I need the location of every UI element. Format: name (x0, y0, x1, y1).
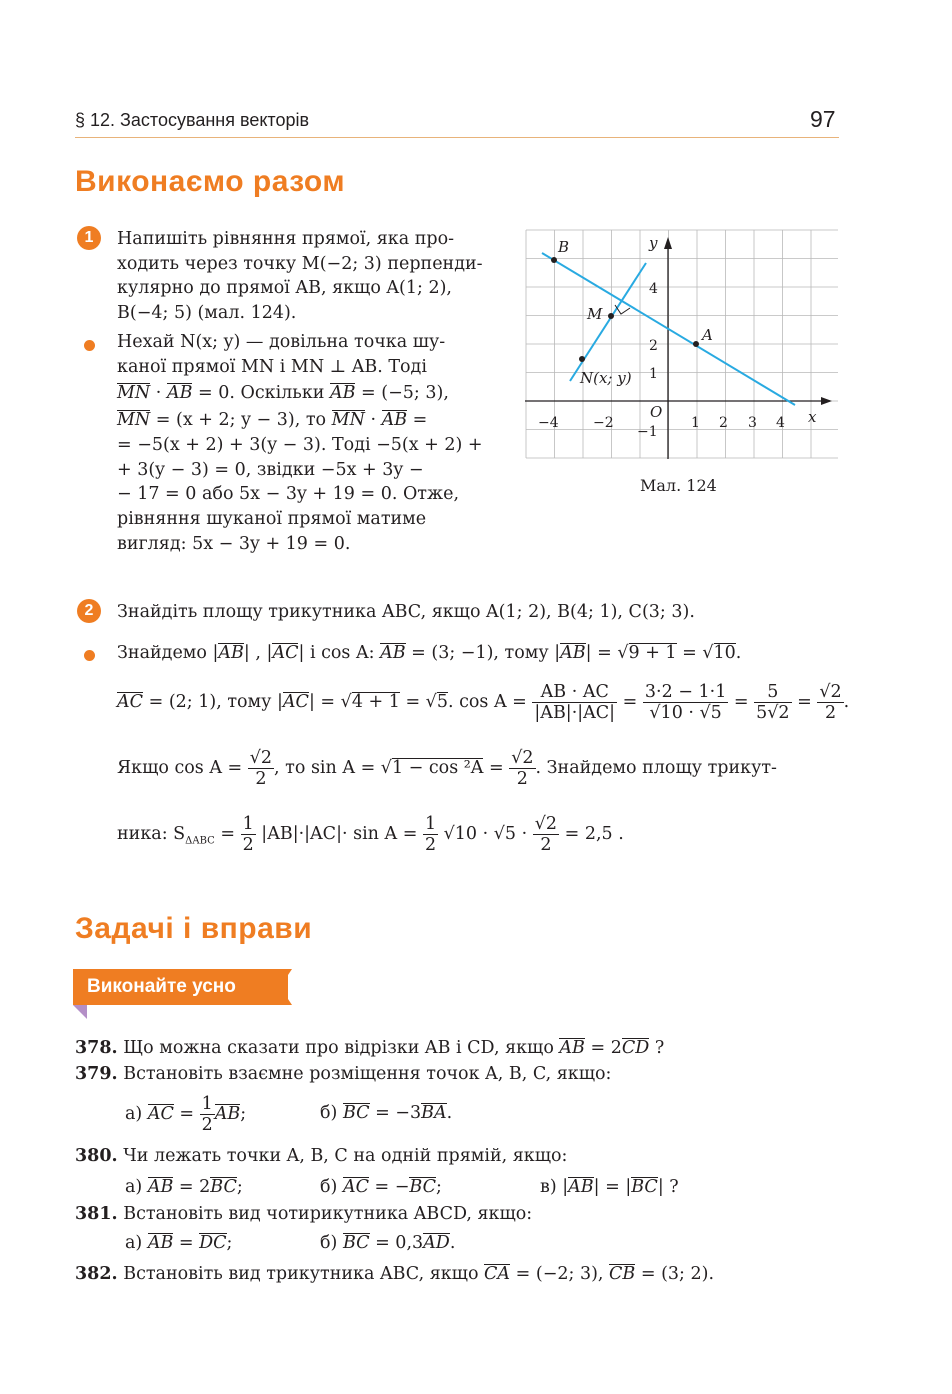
sol-line: каної прямої MN і MN ⊥ AB. Тоді (117, 356, 427, 377)
together-title: Виконаємо разом (75, 165, 346, 198)
sol-text: √10 · √5 · (438, 824, 533, 845)
vec-bc: BC (342, 1233, 370, 1253)
sol-text: Знайдемо (117, 643, 213, 663)
numerator: AB · AC (532, 682, 617, 703)
denominator: 5√2 (756, 703, 790, 724)
task-line: кулярно до прямої AB, якщо A(1; 2), (117, 278, 452, 299)
sol-text: = (483, 758, 510, 779)
exercise-text: ; (436, 1177, 442, 1197)
vec-bc: BC (342, 1103, 370, 1123)
radicand: 9 + 1 (628, 643, 677, 663)
vec-mn: MN (331, 410, 365, 431)
line-mn (570, 263, 646, 381)
vec-ab: AB (559, 1038, 585, 1058)
point-a (693, 341, 699, 347)
numerator: 3·2 − 1·1 (644, 682, 727, 702)
exercise-text: а) (125, 1104, 148, 1125)
vec-ab: AB (166, 383, 193, 404)
exercise-text: Чи лежать точки A, B, C на одній прямій, якщо: (123, 1146, 568, 1166)
sol-line: + 3(y − 3) = 0, звідки −5x + 3y − (117, 459, 424, 480)
label-b: B (558, 238, 570, 256)
vec-ab: AB (560, 643, 586, 663)
sol-text: . (843, 692, 850, 713)
exercise-text: б) (320, 1103, 343, 1123)
fraction (241, 814, 256, 855)
example-2-task: Знайдіть площу трикутника ABC, якщо A(1; 2), B(4; 1), C(3; 3). (117, 602, 695, 622)
section-header: § 12. Застосування векторів (75, 110, 310, 130)
exercise-number: 379. (75, 1064, 118, 1084)
denominator: 2 (824, 703, 837, 724)
sol-formula-2: MN = (x + 2; y − 3), то MN · AB = (117, 410, 428, 431)
page-number: 97 (810, 106, 836, 132)
radicand: 5 (436, 692, 448, 713)
numerator: √2 (819, 682, 842, 702)
exercise-text: = 0,3 (369, 1233, 424, 1253)
task-line: ходить через точку M(−2; 3) перпенди- (117, 253, 483, 274)
exercise-380b (320, 1177, 442, 1197)
label-a: A (702, 326, 713, 344)
sol-line: вигляд: 5x − 3y + 19 = 0. (117, 533, 351, 554)
exercise-number: 381. (75, 1204, 118, 1224)
fraction (248, 748, 274, 789)
numerator: 5 (754, 682, 791, 703)
oral-badge-label: Виконайте усно (87, 976, 236, 997)
sol-text: = 0. Оскільки (192, 383, 330, 404)
label-x: x (808, 408, 817, 426)
vec-ab: AB (218, 643, 244, 663)
badge-notch (276, 969, 292, 1005)
sol-line: − 17 = 0 або 5x − 3y + 19 = 0. Отже, (117, 484, 460, 505)
exercise-text: ; (226, 1233, 233, 1253)
exercise-text: а) (125, 1177, 148, 1197)
vec-ac: AC (147, 1104, 174, 1125)
vec-ad: AD (423, 1233, 450, 1253)
sol-text: = √ (399, 692, 437, 713)
sol-text: = (214, 824, 241, 845)
fraction (423, 814, 438, 855)
exercise-379 (75, 1064, 611, 1084)
exercise-380a (125, 1177, 243, 1197)
exercise-text: б) (320, 1233, 343, 1253)
exercise-text: = −3 (369, 1103, 422, 1123)
tick-y-2: 2 (649, 338, 658, 354)
exercise-379b (320, 1103, 452, 1123)
vec-cd: CD (621, 1038, 650, 1058)
denominator: 2 (242, 835, 254, 856)
sol-text: = 2,5 . (559, 824, 624, 845)
vec-ba: BA (421, 1103, 447, 1123)
vec-ac: AC (282, 692, 309, 713)
label-origin: O (650, 403, 663, 421)
badge-fold (73, 1005, 87, 1019)
task-line: B(−4; 5) (мал. 124). (117, 303, 297, 324)
numerator: 1 (242, 814, 254, 834)
exercise-381b (320, 1233, 455, 1253)
denominator: 2 (516, 769, 528, 790)
fraction (754, 682, 791, 723)
exercise-text: . (446, 1103, 453, 1123)
fraction (817, 682, 843, 723)
vec-ab: AB (214, 1104, 241, 1125)
tick-x-2: 2 (719, 415, 728, 431)
fraction (509, 748, 535, 789)
denominator: 2 (255, 769, 267, 790)
vec-ab: AB (147, 1233, 174, 1253)
vec-ab: AB (380, 643, 406, 663)
exercise-378 (75, 1038, 664, 1058)
tick-x-4: 4 (776, 415, 785, 431)
solution-bullet-1 (84, 340, 95, 351)
exercise-text: Встановіть вид трикутника ABC, якщо (123, 1264, 485, 1284)
y-axis-arrow-icon (664, 237, 672, 249)
numerator: √2 (249, 748, 273, 768)
label-n: N(x; y) (580, 369, 632, 387)
sol-text: = (x + 2; y − 3), то (150, 410, 332, 431)
sol-text: = √ (591, 643, 629, 663)
fraction (200, 1094, 215, 1135)
sol-line: = −5(x + 2) + 3(y − 3). Тоді −5(x + 2) + (117, 434, 483, 455)
denominator: √10 · √5 (649, 703, 722, 724)
sol-text: |AB|·|AC|· sin A = (255, 824, 423, 845)
exercise-text: Встановіть взаємне розміщення точок A, B, C, якщо: (123, 1064, 612, 1084)
point-n (579, 356, 585, 362)
denominator: 2 (424, 835, 437, 856)
exercise-number: 378. (75, 1038, 118, 1058)
numerator: √2 (511, 748, 534, 768)
sol-text: , то sin A = √ (274, 758, 392, 779)
ex2-line-2: AC = (2; 1), тому |AC| = √4 + 1 = √5. cos A = $\frac{AB \cdot AC}{|AB|\cdot|AC|}$ = $\frac{3\cdot 2 - 1\cdot 1}{√10 \cdot √5}$ = $\frac{5}{5√2}$ = $\frac{√2}{2}$ . (117, 682, 850, 724)
subscript: ΔABC (185, 835, 215, 847)
exercise-text: = (−2; 3), (510, 1264, 610, 1284)
exercise-379a (125, 1094, 246, 1135)
sol-text: = (3; −1), тому (405, 643, 555, 663)
numerator: √2 (534, 814, 558, 834)
vec-dc: DC (199, 1233, 227, 1253)
exercise-text: = 2 (584, 1038, 622, 1058)
exercise-text: = 2 (173, 1177, 211, 1197)
tick-y-4: 4 (649, 281, 658, 297)
sol-text: = (407, 410, 428, 431)
exercise-text: = − (368, 1177, 410, 1197)
exercise-number: 382. (75, 1264, 118, 1284)
exercise-number: 380. (75, 1146, 118, 1166)
exercise-text: ; (240, 1104, 247, 1125)
vec-bc: BC (409, 1177, 436, 1197)
example-1-badge: 1 (77, 226, 101, 250)
tick-x-neg2: −2 (593, 415, 614, 431)
sol-text: Якщо cos A = (117, 758, 248, 779)
exercise-text: = (173, 1104, 200, 1125)
radicand: 1 − cos ²A (391, 758, 484, 779)
vec-ab: AB (381, 410, 408, 431)
tick-x-3: 3 (748, 415, 757, 431)
label-m: M (587, 305, 603, 323)
vec-bc: BC (210, 1177, 237, 1197)
sol-text: = √ (314, 692, 352, 713)
task-line: Напишіть рівняння прямої, яка про- (117, 229, 455, 249)
example-1-task (117, 227, 507, 326)
exercise-text: Що можна сказати про відрізки AB і CD, якщо (123, 1038, 560, 1058)
header-rule (75, 137, 839, 138)
radicand: 4 + 1 (351, 692, 400, 713)
vec-mn: MN (117, 410, 151, 431)
sol-text: = (2; 1), тому (143, 692, 278, 713)
sol-line: рівняння шуканої прямої матиме (117, 508, 427, 529)
figure-caption: Мал. 124 (640, 476, 717, 495)
tick-x-neg4: −4 (538, 415, 559, 431)
vec-ca: CA (484, 1264, 511, 1284)
point-b (551, 257, 557, 263)
tick-y-1: 1 (649, 366, 658, 382)
vec-ab: AB (568, 1177, 594, 1197)
label-y: y (649, 234, 658, 252)
ex2-line-1: Знайдемо |AB| , |AC| і cos A: AB = (3; −1), тому |AB| = √9 + 1 = √10. (117, 643, 742, 663)
exercise-text: | = | (593, 1177, 632, 1197)
ex2-line-3 (117, 748, 777, 789)
exercise-text: а) (125, 1233, 148, 1253)
sol-text: = (−5; 3), (355, 383, 449, 404)
radicand: 10 (713, 643, 736, 663)
exercise-text: | ? (657, 1177, 679, 1197)
tasks-title: Задачі і вправи (75, 912, 313, 945)
sol-text: . (735, 643, 742, 663)
fraction (533, 814, 559, 855)
exercise-text: . (449, 1233, 456, 1253)
fraction (643, 682, 728, 723)
sol-line: Нехай N(x; y) — довільна точка шу- (117, 332, 446, 352)
exercise-382 (75, 1264, 714, 1284)
vec-ac: AC (342, 1177, 369, 1197)
sol-text: ника: S (117, 824, 186, 845)
denominator: 2 (540, 835, 552, 856)
sol-text: , (249, 643, 267, 663)
exercise-text: = (3; 2). (635, 1264, 715, 1284)
denominator: |AB|·|AC| (534, 703, 616, 724)
exercise-text: в) | (540, 1177, 569, 1197)
example-2-badge: 2 (77, 599, 101, 623)
vec-ab: AB (329, 383, 356, 404)
exercise-text: ? (649, 1038, 665, 1058)
exercise-text: ; (236, 1177, 243, 1197)
figure-124 (525, 229, 839, 459)
sol-formula-1: MN · AB = 0. Оскільки AB = (−5; 3), (117, 383, 449, 404)
numerator: 1 (201, 1094, 213, 1114)
exercise-text: = (173, 1233, 200, 1253)
vec-ab: AB (147, 1177, 174, 1197)
example-1-solution (117, 330, 507, 556)
exercise-380c (540, 1177, 679, 1197)
exercise-381a (125, 1233, 232, 1253)
fraction (532, 682, 617, 723)
vec-ac: AC (272, 643, 299, 663)
vec-bc: BC (631, 1177, 658, 1197)
numerator: 1 (424, 814, 437, 834)
tick-x-1: 1 (691, 415, 700, 431)
exercise-text: Встановіть вид чотирикутника ABCD, якщо: (123, 1204, 533, 1224)
vec-ac: AC (117, 692, 144, 713)
vec-cb: CB (609, 1264, 636, 1284)
sol-text: і cos A: (304, 643, 381, 663)
tick-y-neg1: −1 (637, 424, 658, 440)
sol-text: . Знайдемо площу трикут- (535, 758, 777, 779)
x-axis-arrow-icon (821, 397, 832, 405)
solution-bullet-2 (84, 650, 95, 661)
denominator: 2 (201, 1115, 213, 1136)
vec-mn: MN (117, 383, 151, 404)
exercise-380 (75, 1146, 567, 1166)
exercise-381 (75, 1204, 532, 1224)
ex2-line-4 (117, 814, 624, 855)
exercise-text: б) (320, 1177, 343, 1197)
point-m (608, 313, 614, 319)
sol-text: . cos A = (447, 692, 533, 713)
sol-text: = √ (676, 643, 714, 663)
